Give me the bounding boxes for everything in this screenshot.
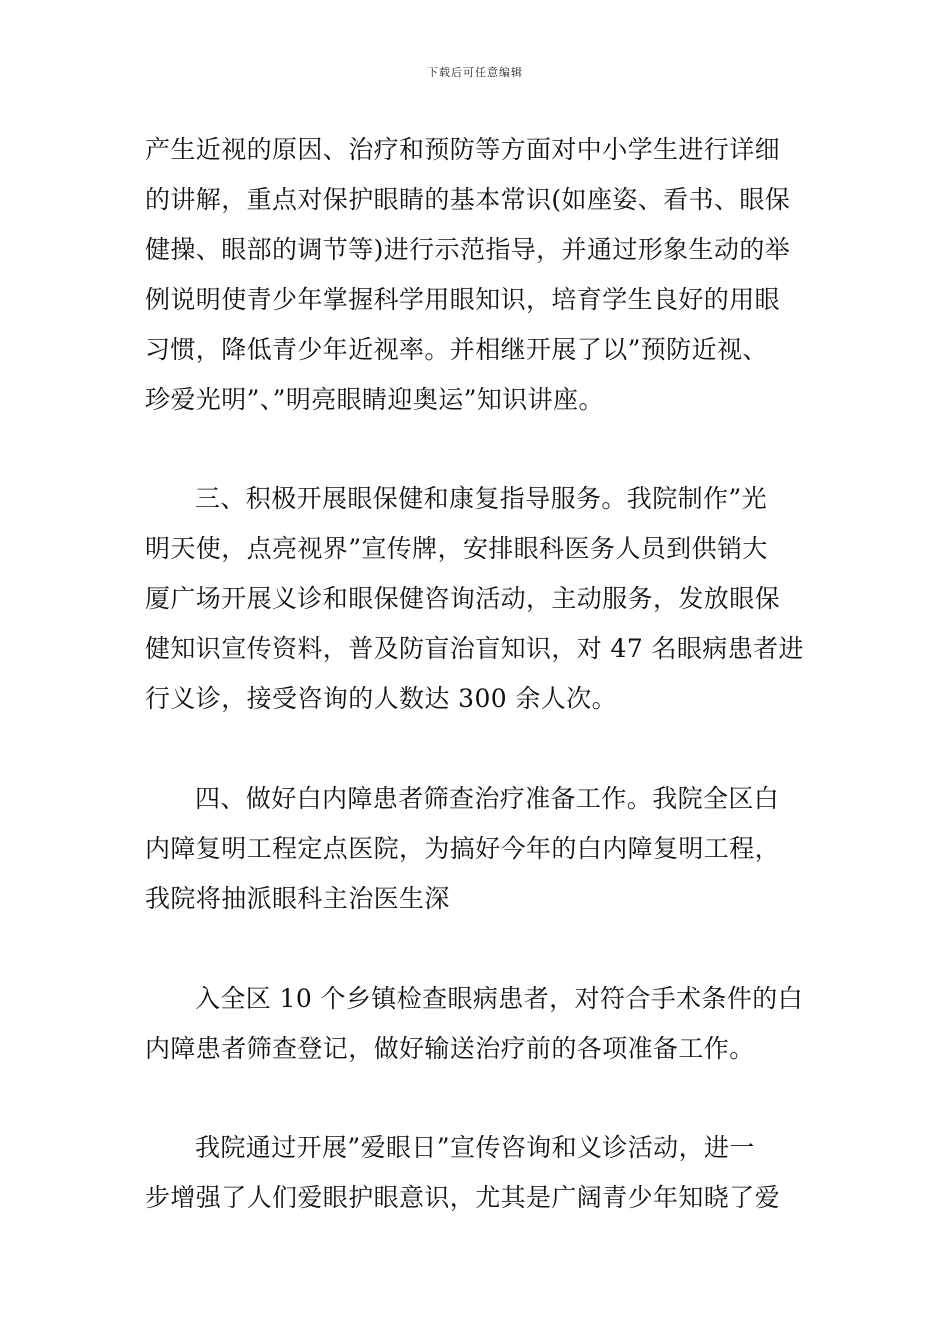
body-line-text: 厦广场开展义诊和眼保健咨询活动，主动服务，发放眼保 (145, 584, 781, 613)
body-line-text: 内障患者筛查登记，做好输送治疗前的各项准备工作。 (145, 1034, 755, 1063)
body-line-text: 我院将抽派眼科主治医生深 (145, 884, 450, 913)
paragraph-first-line (195, 782, 950, 816)
body-line (145, 832, 950, 866)
body-line-text: 三、积极开展眼保健和康复指导服务。我院制作”光 (195, 484, 767, 513)
body-line (145, 632, 950, 666)
body-line (145, 582, 950, 616)
body-line-text: 步增强了人们爱眼护眼意识，尤其是广阔青少年知晓了爱 (145, 1183, 781, 1212)
body-line (145, 233, 950, 267)
body-line (145, 1181, 950, 1215)
body-line (145, 333, 950, 367)
body-line (145, 1032, 950, 1066)
body-line-text: 入全区 10 个乡镇检查眼病患者，对符合手术条件的白 (195, 984, 804, 1013)
body-line (145, 532, 950, 566)
body-line-text: 四、做好白内障患者筛查治疗准备工作。我院全区白 (195, 784, 780, 813)
body-line-text: 的讲解，重点对保护眼睛的基本常识(如座姿、看书、眼保 (145, 185, 791, 214)
paragraph-first-line (195, 982, 950, 1016)
body-line-text: 珍爱光明”、”明亮眼睛迎奥运”知识讲座。 (145, 385, 604, 414)
body-line-text: 例说明使青少年掌握科学用眼知识，培育学生良好的用眼 (145, 285, 781, 314)
body-line-text: 内障复明工程定点医院，为搞好今年的白内障复明工程， (145, 834, 781, 863)
body-line (145, 882, 950, 916)
body-line-text: 健操、眼部的调节等)进行示范指导，并通过形象生动的举 (145, 235, 791, 264)
page-header: 下载后可任意编辑 (427, 66, 523, 79)
body-line (145, 283, 950, 317)
body-line-text: 行义诊，接受咨询的人数达 300 余人次。 (145, 684, 618, 713)
body-line-text: 习惯，降低青少年近视率。并相继开展了以”预防近视、 (145, 335, 768, 364)
paragraph-first-line (195, 1131, 950, 1165)
body-line (145, 133, 950, 167)
body-line-text: 我院通过开展”爱眼日”宣传咨询和义诊活动，进一 (195, 1133, 755, 1162)
body-line (145, 183, 950, 217)
paragraph-first-line (195, 482, 950, 516)
body-line (145, 383, 950, 417)
body-line (145, 682, 950, 716)
body-line-text: 健知识宣传资料，普及防盲治盲知识，对 47 名眼病患者进 (145, 634, 804, 663)
body-line-text: 产生近视的原因、治疗和预防等方面对中小学生进行详细 (145, 135, 781, 164)
body-line-text: 明天使，点亮视界”宣传牌，安排眼科医务人员到供销大 (145, 534, 768, 563)
